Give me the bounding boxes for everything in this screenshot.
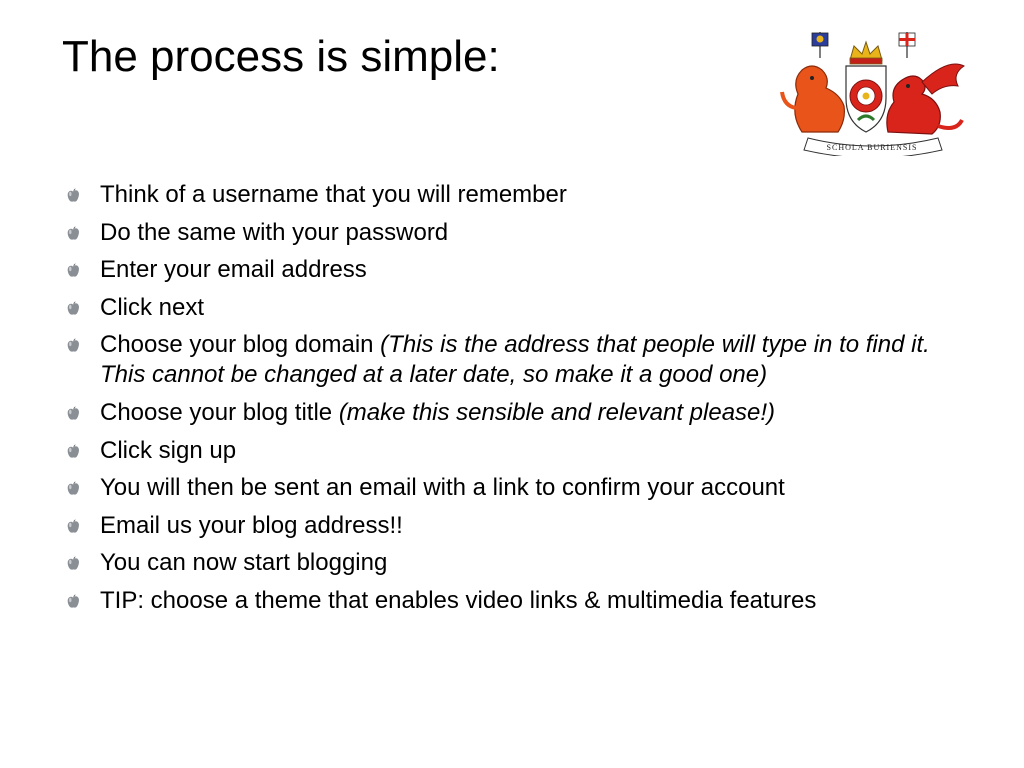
bullet-text: Email us your blog address!! xyxy=(100,511,403,539)
apple-bullet-icon xyxy=(66,301,80,316)
list-item xyxy=(66,586,966,616)
bullet-text: You will then be sent an email with a link to confirm your account xyxy=(100,474,785,502)
apple-bullet-icon xyxy=(66,406,80,421)
bullet-text: Do the same with your password xyxy=(100,218,449,246)
apple-bullet-icon xyxy=(66,556,80,571)
apple-bullet-icon xyxy=(66,188,80,203)
apple-bullet-icon xyxy=(66,226,80,241)
apple-bullet-icon xyxy=(66,481,80,496)
bullet-text: Choose your blog title xyxy=(100,398,339,426)
list-item xyxy=(66,548,966,578)
school-crest-logo xyxy=(772,28,972,156)
bullet-note: (make this sensible and relevant please!) xyxy=(338,398,776,426)
bullet-text: TIP: choose a theme that enables video links & multimedia features xyxy=(100,586,817,614)
list-item xyxy=(66,293,966,323)
list-item xyxy=(66,255,966,285)
list-item xyxy=(66,398,966,428)
list-item xyxy=(66,436,966,466)
bullet-text: Click sign up xyxy=(100,436,237,464)
bullet-text: Click next xyxy=(100,293,205,321)
bullet-text: Enter your email address xyxy=(100,256,367,284)
apple-bullet-icon xyxy=(66,594,80,609)
bullet-text: Think of a username that you will remember xyxy=(100,181,567,208)
apple-bullet-icon xyxy=(66,263,80,278)
list-item xyxy=(66,473,966,503)
bullet-text: Choose your blog domain xyxy=(100,331,381,359)
crest-motto: SCHOLA BURIENSIS xyxy=(826,143,918,152)
apple-bullet-icon xyxy=(66,444,80,459)
apple-bullet-icon xyxy=(66,519,80,534)
bullet-note: (This is the address that people will type in to find it. This cannot be changed at a later date, so make it a good one) xyxy=(100,331,930,389)
list-item xyxy=(66,330,966,390)
apple-bullet-icon xyxy=(66,338,80,353)
list-item xyxy=(66,218,966,248)
bullet-list xyxy=(66,180,966,624)
list-item xyxy=(66,511,966,541)
list-item xyxy=(66,180,966,210)
slide-title: The process is simple: xyxy=(62,32,500,81)
bullet-text: You can now start blogging xyxy=(100,549,388,577)
